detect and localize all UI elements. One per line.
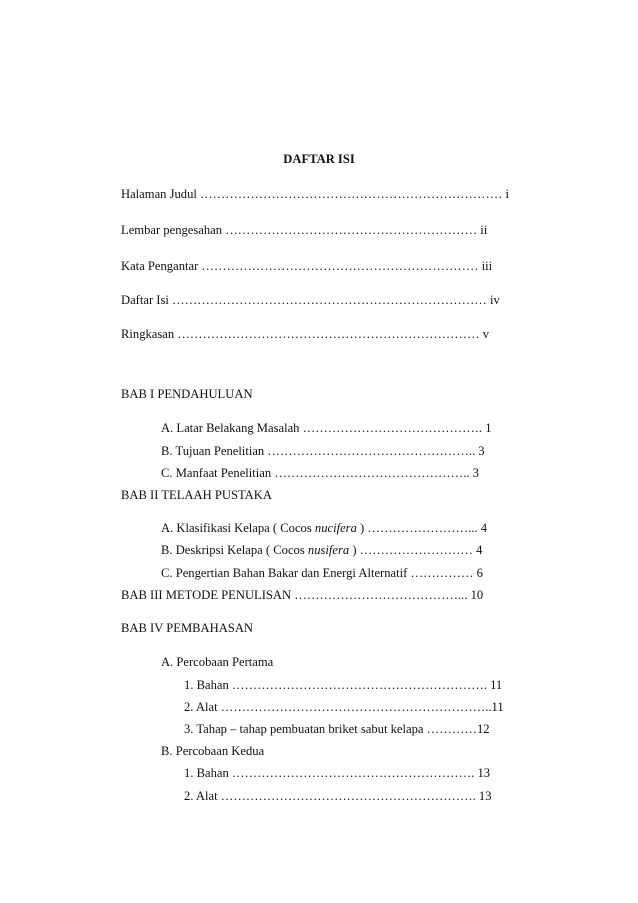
toc-entry-kata-pengantar: Kata Pengantar ………………………………………………………… iii [121,259,493,273]
chapter-heading-bab1: BAB I PENDAHULUAN [121,387,253,401]
toc-entry-bab4-a-3: 3. Tahap – tahap pembuatan briket sabut kelapa …………12 [184,722,490,736]
toc-entry-bab2-c: C. Pengertian Bahan Bakar dan Energi Alternatif …………… 6 [161,566,483,580]
toc-entry-bab4-a-1: 1. Bahan ……………………………………………………. 11 [184,678,503,692]
species-name: nucifera [314,521,357,535]
entry-text: A. Klasifikasi Kelapa ( Cocos [161,521,315,535]
toc-entry-bab1-a: A. Latar Belakang Masalah ……………………………………. 1 [161,421,492,435]
entry-leader: ) ……………………... 4 [356,521,488,535]
toc-entry-bab4-a-2: 2. Alat ………………………………………………………..11 [184,700,504,714]
toc-subsection-percobaan-kedua: B. Percobaan Kedua [161,744,265,758]
toc-entry-bab1-b: B. Tujuan Penelitian ………………………………………….. 3 [161,444,485,458]
chapter-heading-bab4: BAB IV PEMBAHASAN [121,621,254,635]
entry-leader: ) ……………………… 4 [349,543,483,557]
toc-subsection-percobaan-pertama: A. Percobaan Pertama [161,655,274,669]
toc-entry-bab2-a [161,520,487,536]
toc-entry-bab1-c: C. Manfaat Penelitian ……………………………………….. 3 [161,466,479,480]
toc-entry-lembar-pengesahan: Lembar pengesahan …………………………………………………… ii [121,223,488,237]
toc-entry-bab2-b [161,542,482,558]
toc-entry-bab4-b-2: 2. Alat ……………………………………………………. 13 [184,789,492,803]
toc-entry-daftar-isi: Daftar Isi ………………………………………………………………… iv [121,293,500,307]
chapter-heading-bab3: BAB III METODE PENULISAN …………………………………... 10 [121,588,484,602]
species-name: nusifera [307,543,350,557]
toc-entry-ringkasan: Ringkasan ……………………………………………………………… v [121,327,490,341]
entry-text: B. Deskripsi Kelapa ( Cocos [161,543,308,557]
page-title: DAFTAR ISI [283,152,355,166]
chapter-heading-bab2: BAB II TELAAH PUSTAKA [121,488,272,502]
toc-entry-bab4-b-1: 1. Bahan …………………………………………………. 13 [184,766,491,780]
toc-entry-halaman-judul: Halaman Judul ……………………………………………………………… i [121,187,509,201]
